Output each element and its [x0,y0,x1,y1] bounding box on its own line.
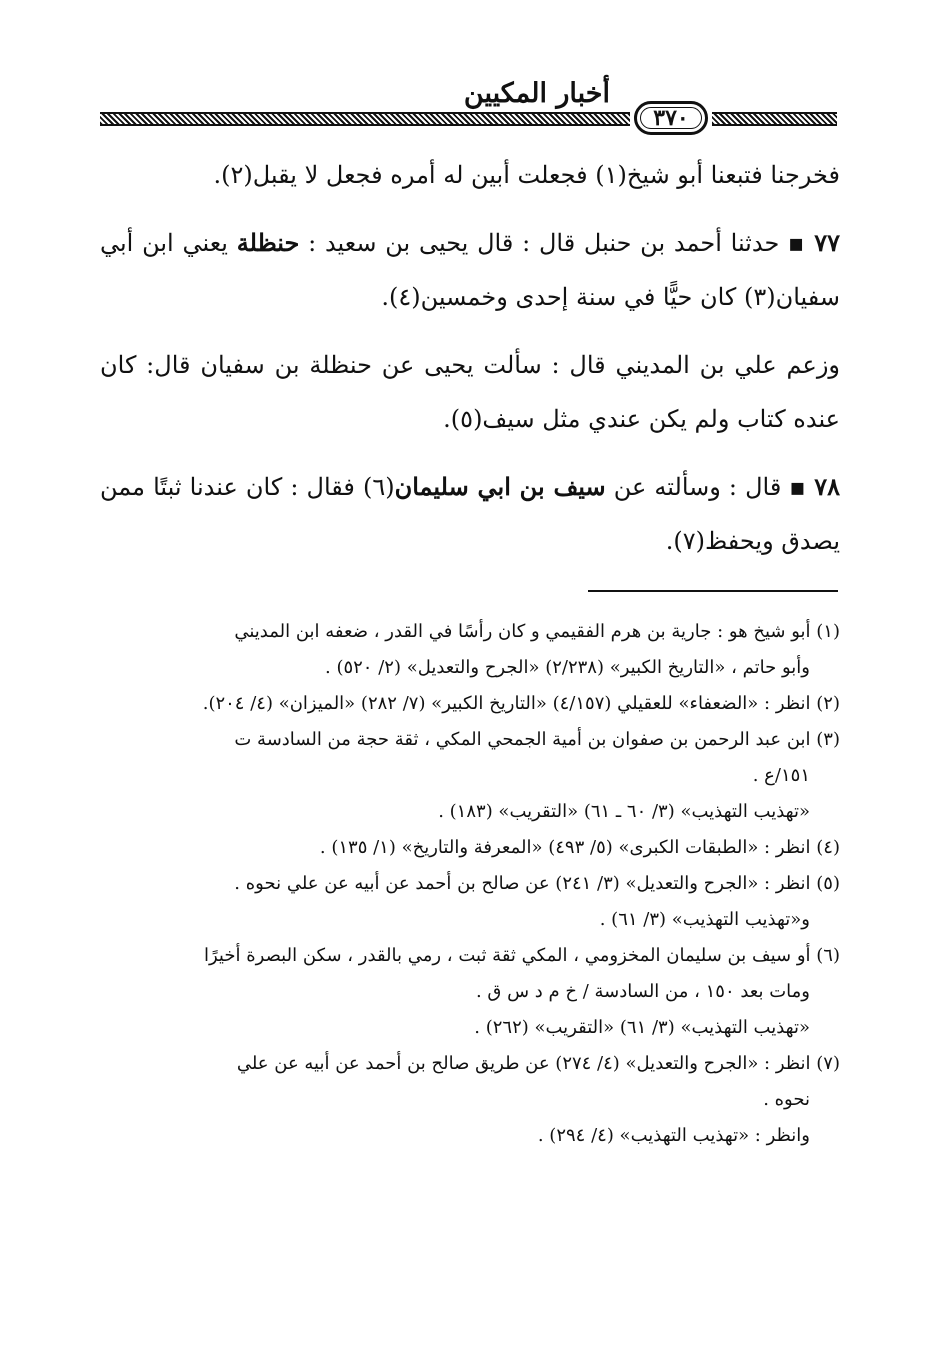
footnote-line: «تهذيب التهذيب» (٣/ ٦٠ ـ ٦١) «التقريب» (١٨٣) . [438,801,810,822]
footnote-7 [100,1046,840,1154]
footnote-1 [100,614,840,686]
running-header-title: أخبار المكيين [463,78,610,109]
footnote-line: (٧) انظر : «الجرح والتعديل» (٤/ ٢٧٤) عن طريق صالح بن أحمد عن أبيه عن علي [236,1053,840,1074]
footnote-line: (٣) ابن عبد الرحمن بن صفوان بن أمية الجمحي المكي ، ثقة حجة من السادسة ت [234,729,840,750]
footnote-4 [100,830,840,866]
paragraph-77: ٧٧ ▪ حدثنا أحمد بن حنبل قال : قال يحيى بن سعيد : حنظلة يعني ابن أبي سفيان(٣) كان حيًّا في سنة إحدى وخمسين(٤). [100,228,840,311]
footnote-2 [100,686,840,722]
main-text [100,148,840,582]
footnote-line: و«تهذيب التهذيب» (٣/ ٦١) . [599,909,810,930]
footnote-6 [100,938,840,1046]
footnote-3 [100,722,840,830]
paragraph-1: فخرجنا فتبعنا أبو شيخ(١) فجعلت أبين له أمره فجعل لا يقبل(٢). [213,161,840,189]
footnote-line: وانظر : «تهذيب التهذيب» (٤/ ٢٩٤) . [537,1125,810,1146]
header-ornament-rule-right [712,112,837,126]
footnote-line: «تهذيب التهذيب» (٣/ ٦١) «التقريب» (٢٦٢) . [474,1017,810,1038]
entry-number-77: ٧٧ [814,228,840,257]
paragraph-77-text: حدثنا أحمد بن حنبل قال : قال يحيى بن سعيد : [308,229,780,257]
header-ornament-rule-left [100,112,630,126]
footnotes [100,614,840,1154]
narrator-name-sayf: سيف بن ابي سليمان [394,472,606,501]
paragraph-78-text-a: قال : وسألته عن [613,473,782,501]
footnote-line: (٤) انظر : «الطبقات الكبرى» (٥/ ٤٩٣) «المعرفة والتاريخ» (١/ ١٣٥) . [319,837,840,858]
page-number-badge [634,101,708,135]
footnote-line: نحوه . [763,1089,810,1110]
footnote-line: (٦) أو سيف بن سليمان المخزومي ، المكي ثقة ثبت ، رمي بالقدر ، سكن البصرة أخيرًا [204,945,840,966]
footnote-line: (٥) انظر : «الجرح والتعديل» (٣/ ٢٤١) عن صالح بن أحمد عن أبيه عن علي نحوه . [234,873,840,894]
paragraph-78: ٧٨ ▪ قال : وسألته عن سيف بن ابي سليمان(٦) فقال : كان عندنا ثبتًا ممن يصدق ويحفظ(٧). [100,472,841,555]
footnote-5 [100,866,840,938]
page-number: ٣٧٠ [653,105,689,131]
page-number-inner-border [640,107,702,129]
paragraph-77-continuation: يعني ابن أبي سفيان(٣) كان حيًّا في سنة إحدى وخمسين(٤). [100,229,840,311]
footnote-line: ومات بعد ١٥٠ ، من السادسة / خ م د س ق . [475,981,810,1002]
narrator-name-hanzala: حنظلة [236,228,300,257]
footnote-line: (٢) انظر : «الضعفاء» للعقيلي (٤/١٥٧) «التاريخ الكبير» (٧/ ٢٨٢) «الميزان» (٤/ ٢٠٤). [202,693,840,714]
entry-number-78: ٧٨ [814,472,841,501]
footnote-line: ١٥١/ع . [752,765,810,786]
footnote-line: وأبو حاتم ، «التاريخ الكبير» (٢/٢٣٨) «الجرح والتعديل» (٢/ ٥٢٠) . [325,657,810,678]
paragraph-madini: وزعم علي بن المديني قال : سألت يحيى عن حنظلة بن سفيان قال: كان عنده كتاب ولم يكن عندي مثل سيف(٥). [100,351,840,433]
footnote-line: (١) أبو شيخ هو : جارية بن هرم الفقيمي و كان رأسًا في القدر ، ضعفه ابن المديني [234,621,840,642]
paragraph-78-text-b: (٦) فقال : كان عندنا ثبتًا ممن يصدق ويحفظ(٧). [100,473,840,555]
footnote-divider [588,590,838,592]
